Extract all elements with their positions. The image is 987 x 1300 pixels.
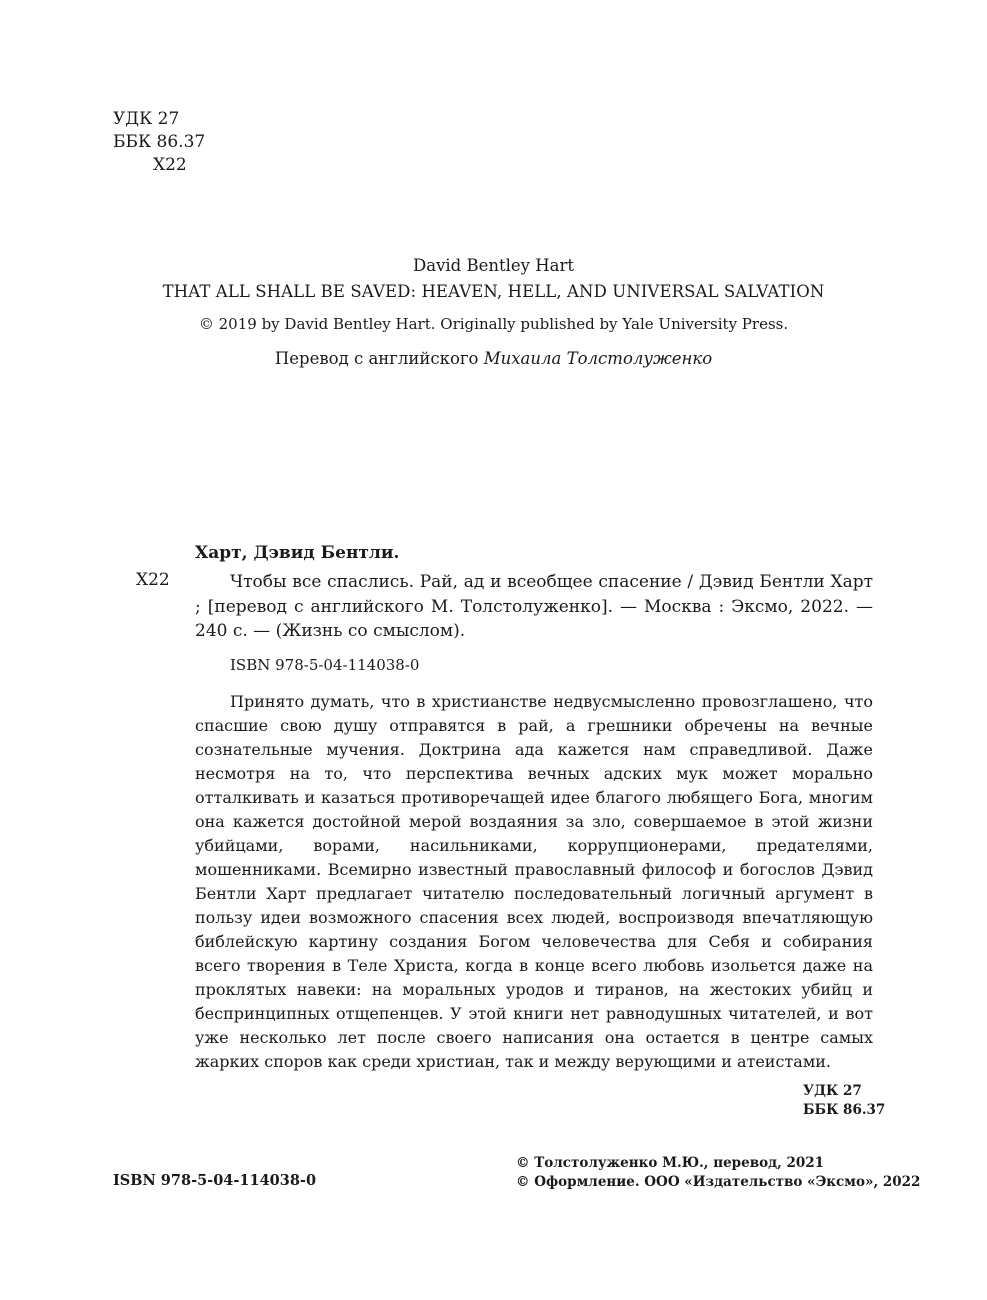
copyright-block	[516, 1154, 920, 1192]
copyright-design: © Оформление. ООО «Издательство «Эксмо», 2022	[516, 1174, 921, 1190]
translator-name: Михаила Толстолуженко	[483, 349, 713, 368]
classification-codes-bottom	[803, 1082, 885, 1120]
udk-code: УДК 27	[113, 109, 180, 129]
udk-code-bottom: УДК 27	[803, 1083, 862, 1099]
classification-codes-top	[113, 108, 205, 177]
catalog-author-heading: Харт, Дэвид Бентли.	[195, 543, 400, 563]
original-author: David Bentley Hart	[413, 256, 574, 275]
original-title: THAT ALL SHALL BE SAVED: HEAVEN, HELL, AND UNIVERSAL SALVATION	[162, 282, 825, 301]
translation-prefix: Перевод с английского	[274, 349, 484, 368]
original-copyright: © 2019 by David Bentley Hart. Originally published by Yale University Press.	[198, 315, 789, 333]
annotation-text: Принято думать, что в христианстве недвусмысленно провозглашено, что спасшие свою душу отправятся в рай, а грешники обречены на вечные сознательные мучения. Доктрина ада кажется нам справедливой. Даже несмотря на то, что перспектива вечных адских мук может морально отталкивать и казаться противоречащей идее благого любящего Бога, многим она кажется достойной мерой воздаяния за зло, совершаемое в этой жизни убийцами, ворами, насильниками, коррупционерами, предателями, мошенниками. Всемирно известный православный философ и богослов Дэвид Бентли Харт предлагает читателю последовательный логичный аргумент в пользу идеи возможного спасения всех людей, воспроизводя впечатляющую библейскую картину создания Богом человечества для Себя и собирания всего творения в Теле Христа, когда в конце всего любовь изольется даже на проклятых навеки: на моральных уродов и тиранов, на жестоких убийц и беспринципных отщепенцев. У этой книги нет равнодушных читателей, и вот уже несколько лет после своего написания она остается в центре самых жарких споров как среди христиан, так и между верующими и атеистами.	[195, 692, 873, 1071]
copyright-translation: © Толстолуженко М.Ю., перевод, 2021	[516, 1155, 825, 1171]
catalog-isbn: ISBN 978-5-04-114038-0	[230, 656, 420, 674]
bbk-code: ББК 86.37	[113, 132, 206, 152]
translation-credit	[120, 349, 867, 368]
catalog-author-mark: Х22	[136, 570, 170, 590]
catalog-description: Чтобы все спаслись. Рай, ад и всеобщее спасение / Дэвид Бентли Харт ; [перевод с английского М. Толстолуженко]. — Москва : Эксмо, 2022. — 240 с. — (Жизнь со смыслом).	[195, 572, 873, 641]
author-mark: Х22	[153, 155, 187, 175]
bbk-code-bottom: ББК 86.37	[803, 1102, 886, 1118]
bottom-isbn: ISBN 978-5-04-114038-0	[113, 1172, 317, 1189]
